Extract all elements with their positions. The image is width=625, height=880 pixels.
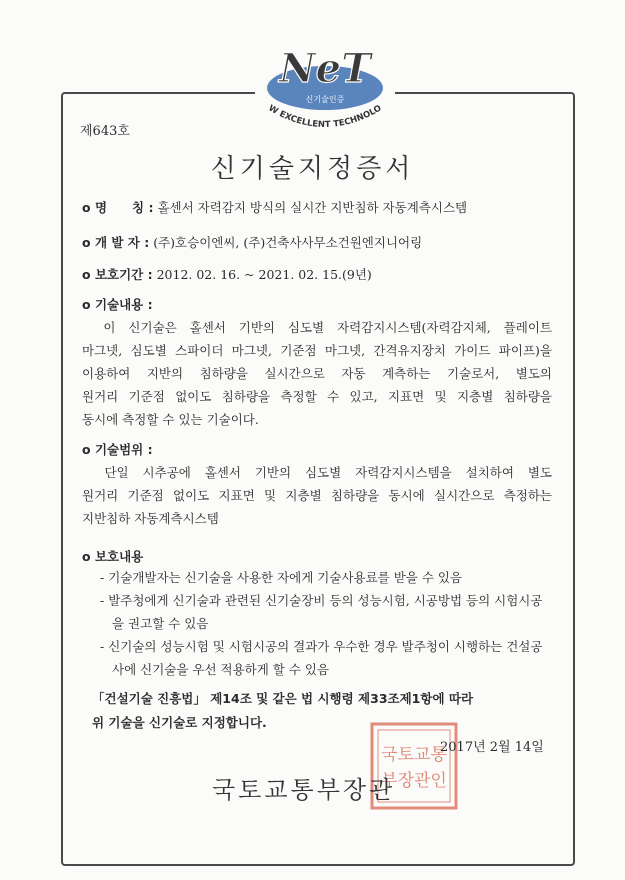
svg-text:신기술인증 <box>306 94 345 104</box>
logo-tagline: W EXCELLENT TECHNOLO <box>266 103 384 131</box>
content-line: 이 신기술은 홀센서 기반의 심도별 자력감지시스템(자력감지체, 플레이트 <box>82 320 552 335</box>
logo-mark: NeT <box>279 45 371 92</box>
declaration-line-2: 위 기술을 신기술로 지정합니다. <box>92 715 267 730</box>
net-logo <box>255 40 395 140</box>
svg-text:부장관인: 부장관인 <box>381 771 447 791</box>
protection-item: - 기술개발자는 신기술을 사용한 자에게 기술사용료를 받을 수 있음 <box>100 570 463 585</box>
certificate-title: 신기술지정증서 <box>210 154 415 184</box>
period-label: 보호기간 : <box>94 267 153 282</box>
scope-paragraph <box>82 461 552 530</box>
content-heading: o 기술내용 : <box>82 297 153 312</box>
certificate-number: 제643호 <box>80 124 130 139</box>
scope-line: 지반침하 자동계측시스템 <box>82 511 219 526</box>
content-line: 마그넷, 심도별 스파이더 마그넷, 기준점 마그넷, 간격유지장치 가이드 파이프)을 <box>82 343 552 358</box>
scope-line: 원거리 기준점 없이도 지표면 및 지층별 침하량을 동시에 실시간으로 측정하는 <box>82 488 552 503</box>
protection-item: - 신기술의 성능시험 및 시험시공의 결과가 우수한 경우 발주청이 시행하는 건설공사에 신기술을 우선 적용하게 할 수 있음 <box>100 639 543 677</box>
developer-row: o 개 발 자 : (주)호승이엔씨, (주)건축사사무소건원엔지니어링 <box>82 235 423 250</box>
protection-label: 보호내용 <box>94 549 144 564</box>
period-row: o 보호기간 : 2012. 02. 16. ~ 2021. 02. 15.(9년) <box>82 267 372 282</box>
logo-subtitle: 신기술인증 <box>305 95 345 104</box>
declaration-line-1: 「건설기술 진흥법」 제14조 및 같은 법 시행령 제33조제1항에 따라 <box>92 691 474 706</box>
issuer-name: 국토교통부장관 <box>212 776 396 804</box>
content-line: 원거리 기준점 없이도 침하량을 측정할 수 있고, 지표면 및 지층별 침하량을 <box>82 389 552 404</box>
scope-line: 단일 시추공에 홀센서 기반의 심도별 자력감지시스템을 설치하여 별도 <box>82 465 552 480</box>
name-row: o 명 칭 : 홀센서 자력감지 방식의 실시간 지반침하 자동계측시스템 <box>82 200 468 215</box>
scope-label: 기술범위 : <box>94 442 153 457</box>
content-line: 이용하여 지반의 침하량을 실시간으로 자동 계측하는 기술로서, 별도의 <box>82 366 552 381</box>
name-value: 홀센서 자력감지 방식의 실시간 지반침하 자동계측시스템 <box>157 200 468 215</box>
period-value: 2012. 02. 16. ~ 2021. 02. 15.(9년) <box>156 267 372 282</box>
svg-text:NeT <box>277 45 374 92</box>
name-label: 명 칭 : <box>94 200 154 215</box>
developer-value: (주)호승이엔씨, (주)건축사사무소건원엔지니어링 <box>153 235 423 250</box>
scope-heading: o 기술범위 : <box>82 442 153 457</box>
developer-label: 개 발 자 : <box>94 235 150 250</box>
protection-list <box>100 566 552 681</box>
content-paragraph <box>82 316 552 431</box>
declaration <box>92 687 552 735</box>
svg-text:국토교통: 국토교통 <box>381 745 447 765</box>
content-label: 기술내용 : <box>94 297 153 312</box>
issue-date: 2017년 2월 14일 <box>440 740 544 755</box>
protection-item: - 발주청에게 신기술과 관련된 신기술장비 등의 성능시험, 시공방법 등의 시험시공을 권고할 수 있음 <box>100 593 543 631</box>
protection-heading: o 보호내용 <box>82 549 144 564</box>
content-line: 동시에 측정할 수 있는 기술이다. <box>82 412 259 427</box>
